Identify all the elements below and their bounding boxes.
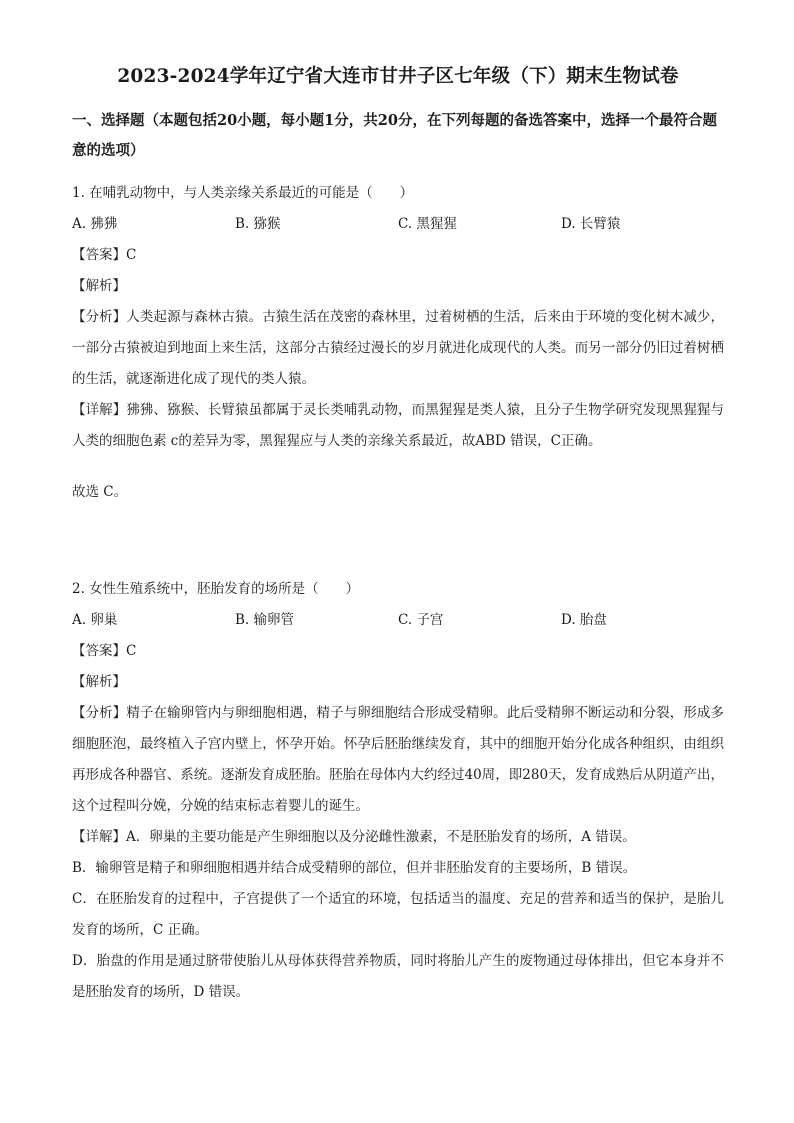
- detail-d: D．胎盘的作用是通过脐带使胎儿从母体获得营养物质，同时将胎儿产生的废物通过母体排出，但它本身并不是胚胎发育的场所，D 错误。: [72, 953, 724, 1000]
- option-a: A. 卵巢: [72, 612, 118, 628]
- option-c: C. 黑猩猩: [398, 216, 457, 232]
- option-a: A. 狒狒: [72, 216, 118, 232]
- section-heading: 一、选择题（本题包括20小题，每小题1分，共20分，在下列每题的备选答案中，选择一个最符合题意的选项）: [72, 112, 717, 159]
- conclusion-line: 故选 C。: [72, 484, 128, 500]
- analysis-xiangjie: 【详解】狒狒、猕猴、长臂猿虽都属于灵长类哺乳动物，而黑猩猩是类人猿，且分子生物学研究发现黑猩猩与人类的细胞色素 c的差异为零，黑猩猩应与人类的亲缘关系最近，故ABD 错误，C正确。: [72, 402, 724, 449]
- detail-c: C．在胚胎发育的过程中，子宫提供了一个适宜的环境，包括适当的温度、充足的营养和适当的保护，是胎儿发育的场所，C 正确。: [72, 891, 724, 938]
- option-b: B. 输卵管: [235, 612, 295, 628]
- question-stem: 1. 在哺乳动物中，与人类亲缘关系最近的可能是（ ）: [72, 185, 414, 201]
- question-stem: 2. 女性生殖系统中，胚胎发育的场所是（ ）: [72, 581, 360, 597]
- detail-a: 【详解】A．卵巢的主要功能是产生卵细胞以及分泌雌性激素，不是胚胎发育的场所，A 错误。: [72, 829, 636, 845]
- question-2: [72, 574, 724, 1008]
- page-title: 2023-2024学年辽宁省大连市甘井子区七年级（下）期末生物试卷: [117, 66, 679, 87]
- analysis-fenxi: 【分析】精子在输卵管内与卵细胞相遇，精子与卵细胞结合形成受精卵。此后受精卵不断运动和分裂，形成多细胞胚泡，最终植入子宫内壁上，怀孕开始。怀孕后胚胎继续发育，其中的细胞开始分化成各种组织，由组织再形成各种器官、系统。逐渐发育成胚胎。胚胎在母体内大约经过40周，即280天，发育成熟后从阴道产出，这个过程叫分娩，分娩的结束标志着婴儿的诞生。: [72, 705, 724, 814]
- answer-line: 【答案】C: [72, 643, 137, 659]
- question-1: [72, 178, 724, 508]
- detail-b: B．输卵管是精子和卵细胞相遇并结合成受精卵的部位，但并非胚胎发育的主要场所，B 错误。: [72, 860, 637, 876]
- option-list: [72, 209, 724, 240]
- option-b: B. 猕猴: [235, 216, 281, 232]
- answer-line: 【答案】C: [72, 247, 137, 263]
- option-list: [72, 605, 724, 636]
- analysis-label: 【解析】: [72, 674, 126, 690]
- option-d: D. 长臂猿: [561, 216, 621, 232]
- analysis-fenxi: 【分析】人类起源与森林古猿。古猿生活在茂密的森林里，过着树栖的生活，后来由于环境的变化树木减少，一部分古猿被迫到地面上来生活，这部分古猿经过漫长的岁月就进化成现代的人类。而另一部分仍旧过着树栖的生活，就逐渐进化成了现代的类人猿。: [72, 309, 724, 387]
- option-c: C. 子宫: [398, 612, 444, 628]
- analysis-label: 【解析】: [72, 278, 126, 294]
- option-d: D. 胎盘: [561, 612, 607, 628]
